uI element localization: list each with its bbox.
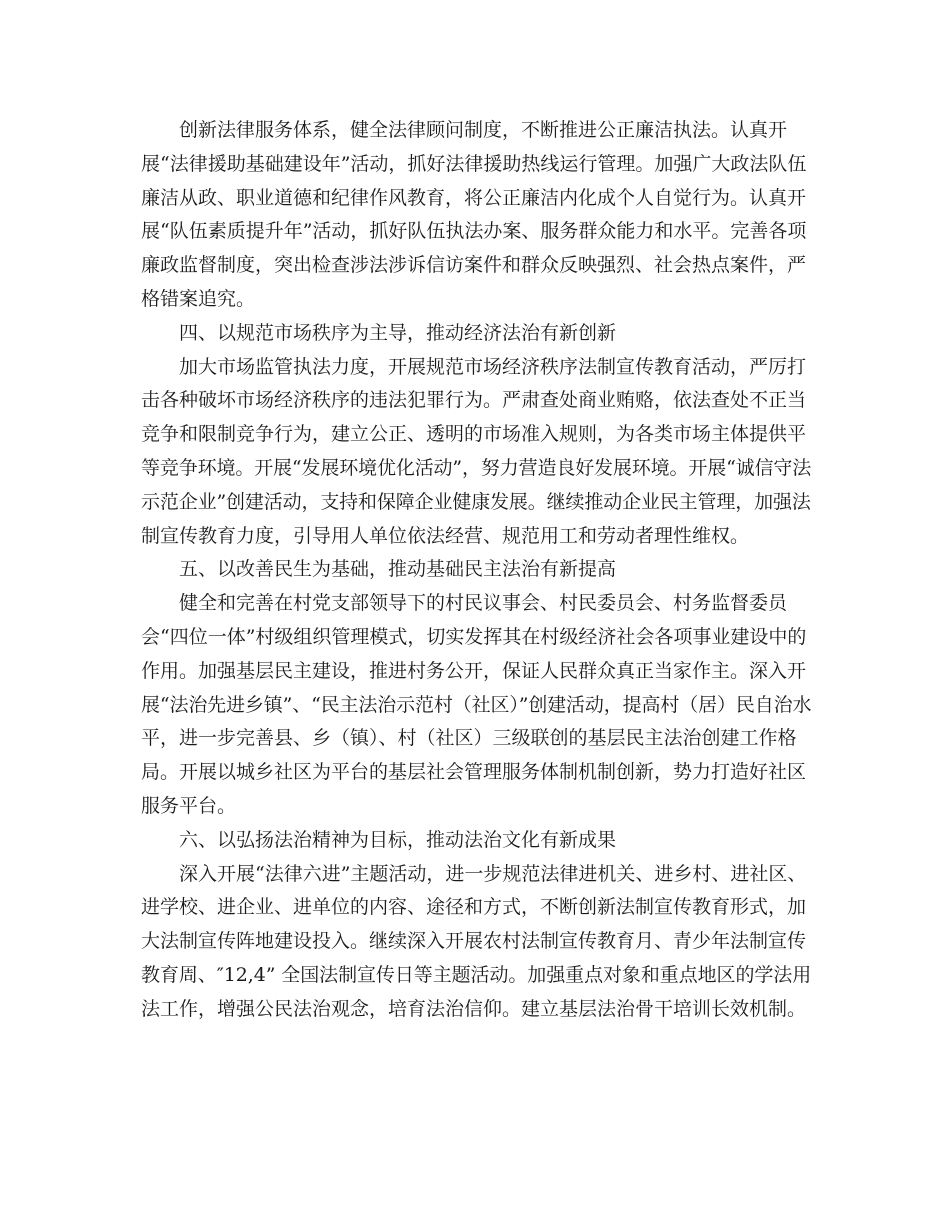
paragraph-line: 平，进一步完善县、乡（镇）、村（社区）三级联创的基层民主法治创建工作格 [141,727,797,750]
paragraph-line: 示范企业”创建活动，支持和保障企业健康发展。继续推动企业民主管理，加强法 [141,490,811,513]
paragraph-line: 深入开展“法律六进”主题活动，进一步规范法律进机关、进乡村、进社区、 [179,862,807,885]
paragraph-line: 击各种破坏市场经济秩序的违法犯罪行为。严肃查处商业贿赂，依法查处不正当 [141,389,807,412]
paragraph-line: 展“队伍素质提升年”活动，抓好队伍执法办案、服务群众能力和水平。完善各项 [141,220,807,243]
paragraph-line: 会“四位一体”村级组织管理模式，切实发挥其在村级经济社会各项事业建设中的 [141,625,807,648]
paragraph-line: 法工作，增强公民法治观念，培育法治信仰。建立基层法治骨干培训长效机制。 [141,997,807,1020]
paragraph-line: 格错案追究。 [141,287,256,310]
document-body [141,114,811,1027]
paragraph-line: 作用。加强基层民主建设，推进村务公开，保证人民群众真正当家作主。深入开 [141,659,807,682]
section-heading: 五、以改善民生为基础，推动基础民主法治有新提高 [179,558,617,581]
section-heading: 四、以规范市场秩序为主导，推动经济法治有新创新 [179,321,617,344]
paragraph-line: 展“法律援助基础建设年”活动，抓好法律援助热线运行管理。加强广大政法队伍 [141,152,807,175]
paragraph-line: 局。开展以城乡社区为平台的基层社会管理服务体制机制创新，势力打造好社区 [141,761,807,784]
paragraph-line: 服务平台。 [141,794,237,817]
paragraph-line: 大法制宣传阵地建设投入。继续深入开展农村法制宣传教育月、青少年法制宣传 [141,930,807,953]
section-heading: 六、以弘扬法治精神为目标，推动法治文化有新成果 [179,828,617,851]
paragraph-line: 进学校、进企业、进单位的内容、途径和方式，不断创新法制宣传教育形式，加 [141,896,807,919]
paragraph-line: 廉政监督制度，突出检查涉法涉诉信访案件和群众反映强烈、社会热点案件，严 [141,254,807,277]
paragraph-line: 等竞争环境。开展“发展环境优化活动”，努力营造良好发展环境。开展“诚信守法 [141,456,812,479]
paragraph-line: 廉洁从政、职业道德和纪律作风教育，将公正廉洁内化成个人自觉行为。认真开 [141,186,807,209]
paragraph-line: 创新法律服务体系，健全法律顾问制度，不断推进公正廉洁执法。认真开 [179,119,788,141]
paragraph-line: 加大市场监管执法力度，开展规范市场经济秩序法制宣传教育活动，严厉打 [179,355,807,378]
paragraph-line: 制宣传教育力度，引导用人单位依法经营、规范用工和劳动者理性维权。 [141,524,750,547]
paragraph-line: 教育周、″12,4” 全国法制宣传日等主题活动。加强重点对象和重点地区的学法用 [141,963,812,986]
paragraph-line: 竞争和限制竞争行为，建立公正、透明的市场准入规则，为各类市场主体提供平 [141,423,807,446]
paragraph-line: 展“法治先进乡镇”、“民主法治示范村（社区）”创建活动，提高村（居）民自治水 [141,693,812,716]
paragraph-line: 健全和完善在村党支部领导下的村民议事会、村民委员会、村务监督委员 [179,592,788,615]
